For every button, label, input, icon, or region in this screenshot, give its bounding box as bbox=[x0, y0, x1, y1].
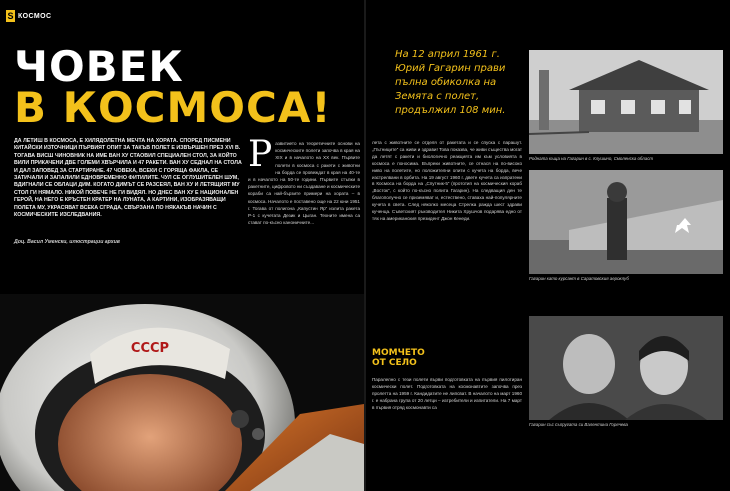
pilot-photo bbox=[529, 170, 723, 274]
photo-caption-1: Родната къща на Гагарин в с. Клушино, Смоленска област bbox=[529, 156, 654, 161]
title-line-2: В КОСМОСА! bbox=[14, 83, 332, 133]
subheading-line-2: ОТ СЕЛО bbox=[372, 358, 417, 368]
astronaut-photo bbox=[0, 294, 364, 491]
lead-paragraph: ДА ЛЕТИШ В КОСМОСА, Е ХИЛЯДОЛЕТНА МЕЧТА НА ХОРАТА. СПОРЕД ПИСМЕНИ КИТАЙСКИ ИЗТОЧНИЦИ ПЪРВИЯТ ОПИТ ЗА ТАКЪВ ПОЛЕТ Е ИЗВЪРШЕН ПРЕЗ XVI В. ТОГАВА ВИСШ ЧИНОВНИК НА ИМЕ ВАН ХУ СТАОВИЛ СПЕЦИАЛЕН СТОЛ, ЗА КОЙТО ВИЛИ ПРИКАЧЕНИ ДВЕ ГОЛЕМИ ХВЪРЧИЛА И 47 РАКЕТИ. ВАН ХУ СЕДНАЛ НА СТОЛА И ДАЛ ЗАПОВЕД ЗА СТАРТИРАНЕ. 47 ЧОВЕКА, ВСЕКИ С ГОРЯЩА ФАКЛА, СЕ ЗАТИЧАЛИ И ЗАПАЛИЛИ ЕДНОВРЕМЕННО ФИТИЛИТЕ. ЧУЛ СЕ ОГЛУШИТЕЛЕН ШУМ, ВДИГНАЛИ СЕ ОБЛАЦИ ДИМ. КОГАТО ДИМЪТ СЕ РАЗСЕЯЛ, ВАН ХУ И ЛЕТЯЩИЯТ МУ СТОЛ ГИ НЯМАЛО. НИКОЙ ПОВЕЧЕ НЕ ГИ ВИДЯЛ. НО ДНЕС ВАН ХУ Е НАЦИОНАЛЕН ГЕРОЙ, НА НЕГО Е КРЪСТЕН КРАТЕР НА ЛУНАТА, А КАРТИНИ, ИЗОБРАЗЯВАЩИ ПОЛЕТА МУ, УКРАСЯВАТ ВСЕКА СГРАДА, СВЪРЗАНА ПО НЯКАКЪВ НАЧИН С КОСМИЧЕСКИТЕ ИЗСЛЕДВАНИЯ. bbox=[14, 138, 242, 219]
page-gutter bbox=[364, 0, 366, 491]
page-title bbox=[14, 42, 332, 133]
section-tag bbox=[6, 10, 51, 22]
couple-photo bbox=[529, 316, 723, 420]
pilot-illustration bbox=[529, 170, 723, 274]
byline: Доц. Васил Уменски, илюстрации архив bbox=[14, 239, 120, 245]
house-illustration bbox=[529, 50, 723, 154]
subheading-line-1: МОМЧЕТО bbox=[372, 348, 425, 358]
body-text-1: азвитието на теоретичните основи на космическите полети започва в края на XIX и в началото на XX век. Първите полети в космоса с ракети с животни на борда се провеждат в края на 40-те и в началото на 50-те години. Първите стъпки в ракетните, цифровото ни създаване и космическите кораби са най-бързите примери на хората – в космоса. Началото е поставено още на 22 юни 1951 г. Тогава от полигона „Капустин Яр“ излита ракета Р-1 с кучетата Дезик и Цыган. Техните имена са стават по-късно каноничните... bbox=[248, 141, 360, 226]
body-column-2: лета с животните се отделя от ракетата и се спуска с парашут. „Пътниците“ са живи и здрави! Това показва, че живи същества могат да летят с ракети и биологично реакцията им към условията в космоса е поносима. Въпреки животните, се отнася на по-високо ниво на полетите, но положителни опити с кучета на борда, вече изстрелвани в орбита. На 19 август 1960 г. двете кучета са изпратени в Космоса на борда на „Спутник-5“ (прототип на космическия кораб „Восток“, с който по-късно полита Гагарин). На следващия ден те благополучно се приземяват и, естествено, ставаха най-популярните кучета в света. След няколко месеца Стрелка ражда шест здрави кученца. Съветският ръководител Никита Хрушчов подарява едно от тях на американския президент Джон Кенеди. bbox=[372, 140, 522, 221]
photo-caption-3: Гагарин със съпругата си Валентина Горячева bbox=[529, 422, 628, 427]
drop-cap: Р bbox=[248, 134, 273, 175]
body-column-3: Паралелно с тези полети върви подготовката на първия пилотиран космически полет. Подготовката на космонавтите започва през пролетта на 1959 г. Кандидатите не липсват. В началото на март 1960 г. е набрана група от 20 летци – изтребители и изпитатели. На 7 март в първия отряд космонавти са bbox=[372, 377, 522, 410]
pull-quote: На 12 април 1961 г. Юрий Гагарин прави пълна обиколка на Земята с полет, продължил 108 мин. bbox=[395, 49, 506, 116]
body-column-1 bbox=[248, 134, 360, 226]
section-letter: S bbox=[7, 11, 14, 21]
helmet-lettering: СССР bbox=[130, 341, 170, 356]
section-name: КОСМОС bbox=[18, 12, 52, 20]
title-line-1: ЧОВЕК bbox=[14, 42, 184, 91]
house-photo bbox=[529, 50, 723, 154]
subheading bbox=[372, 348, 425, 368]
couple-illustration bbox=[529, 316, 723, 420]
photo-caption-2: Гагарин като курсант в Саратовския аероклуб bbox=[529, 276, 629, 281]
astronaut-illustration bbox=[0, 294, 364, 491]
